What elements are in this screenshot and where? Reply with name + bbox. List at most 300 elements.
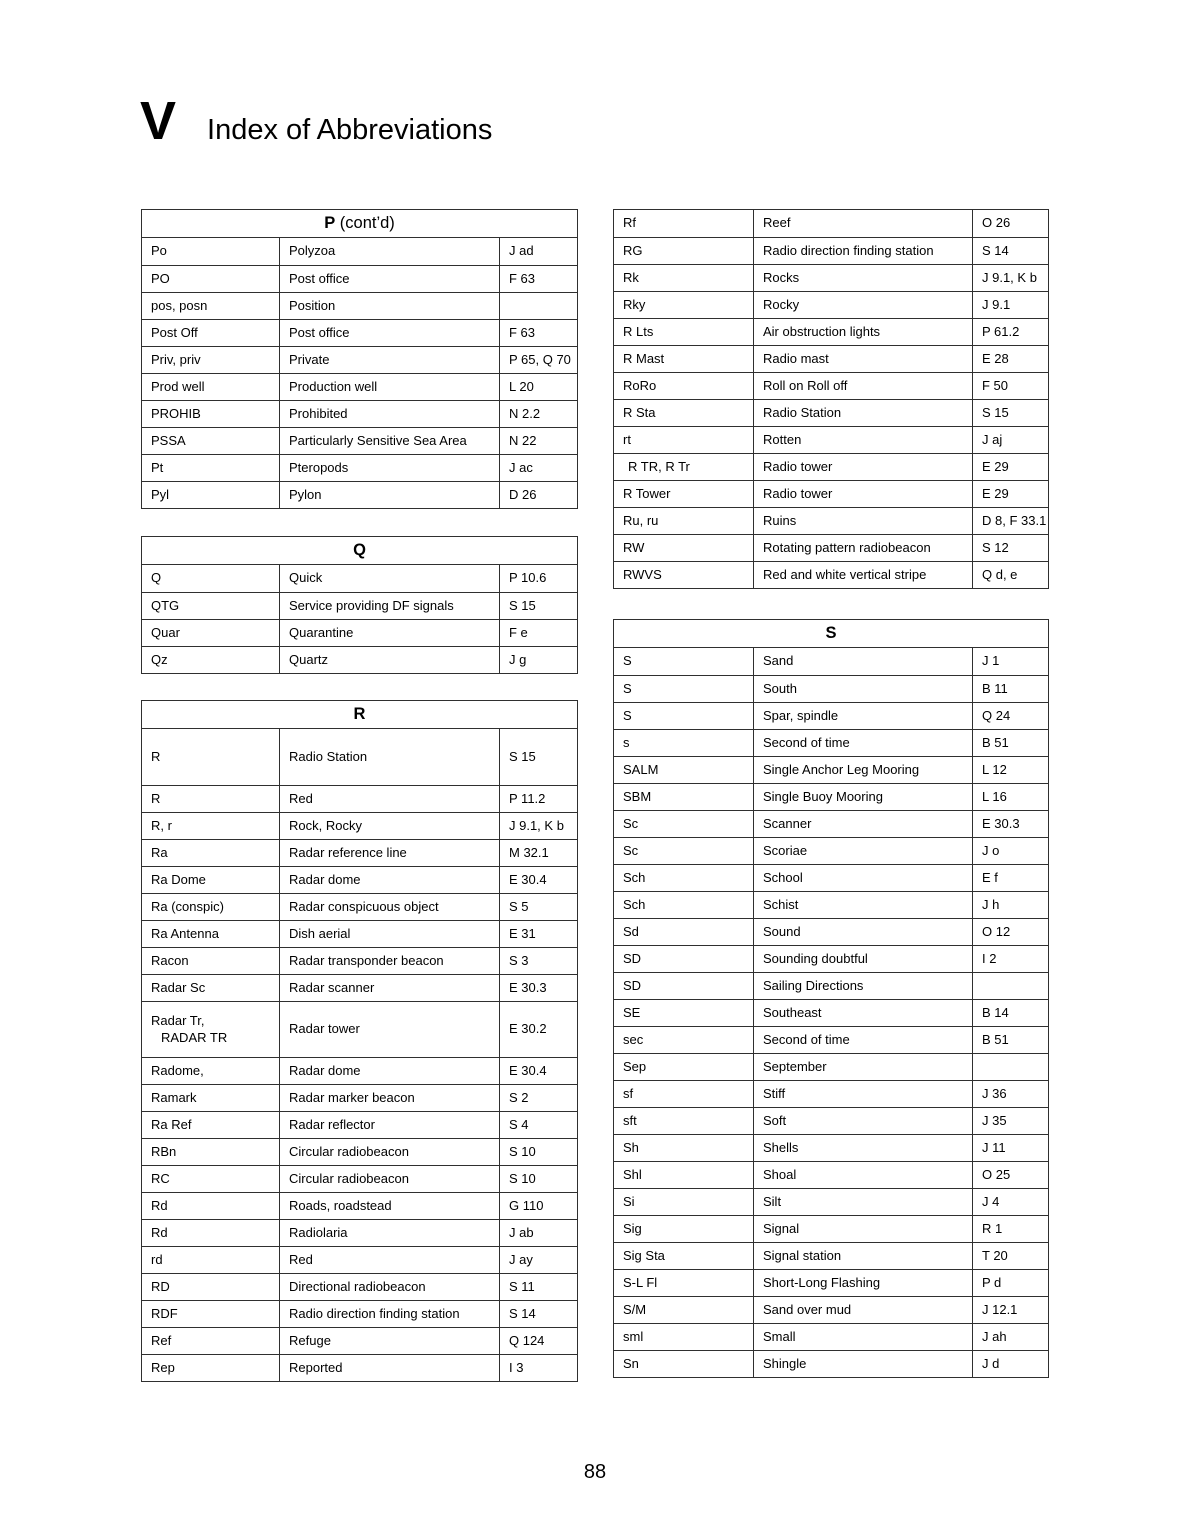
abbreviation-cell — [614, 730, 753, 756]
abbreviation-text: PO — [151, 270, 170, 286]
table-header-letter: P — [324, 214, 336, 232]
table-row — [614, 918, 1048, 945]
table-row — [142, 346, 577, 373]
table-row — [142, 866, 577, 893]
meaning-cell: Radar marker beacon — [279, 1085, 499, 1111]
abbreviation-text: RW — [623, 539, 645, 555]
meaning-cell: Signal — [753, 1216, 972, 1242]
abbreviation-text: Ra Antenna — [151, 925, 219, 941]
reference-cell: S 11 — [499, 1274, 577, 1300]
table-row — [614, 1323, 1048, 1350]
abbreviation-text: Sch — [623, 896, 646, 912]
reference-cell: E 31 — [499, 921, 577, 947]
table-row — [614, 837, 1048, 864]
table-row — [142, 920, 577, 947]
abbreviation-cell — [614, 210, 753, 237]
abbreviation-cell — [142, 1058, 279, 1084]
reference-cell — [972, 1054, 1048, 1080]
abbreviation-cell — [142, 786, 279, 812]
reference-cell: L 12 — [972, 757, 1048, 783]
meaning-cell: Single Buoy Mooring — [753, 784, 972, 810]
abbreviation-text: R Mast — [623, 350, 665, 366]
reference-cell: N 2.2 — [499, 401, 577, 427]
reference-cell: P d — [972, 1270, 1048, 1296]
abbreviation-text: Radar Sc — [151, 979, 206, 995]
reference-cell: S 15 — [499, 729, 577, 785]
reference-cell: J 1 — [972, 648, 1048, 675]
table-row — [614, 891, 1048, 918]
reference-cell: B 11 — [972, 676, 1048, 702]
reference-cell: Q 124 — [499, 1328, 577, 1354]
abbreviation-cell — [614, 892, 753, 918]
meaning-cell: Radiolaria — [279, 1220, 499, 1246]
meaning-cell: Rotten — [753, 427, 972, 453]
abbreviation-text: Qz — [151, 651, 168, 667]
table-row — [614, 426, 1048, 453]
abbreviation-cell — [142, 455, 279, 481]
abbreviation-text: R — [151, 748, 161, 764]
reference-cell: S 14 — [972, 238, 1048, 264]
reference-cell: S 15 — [972, 400, 1048, 426]
table-row — [614, 1134, 1048, 1161]
table-row — [614, 1107, 1048, 1134]
abbreviation-cell — [614, 265, 753, 291]
table-row — [614, 1080, 1048, 1107]
abbreviation-text: R — [151, 790, 161, 806]
table-row — [142, 646, 577, 673]
table-header — [142, 701, 577, 729]
abbreviation-text: Sc — [623, 815, 639, 831]
reference-cell: P 65, Q 70 — [499, 347, 577, 373]
reference-cell: M 32.1 — [499, 840, 577, 866]
abbreviation-text: R Tower — [623, 485, 671, 501]
reference-cell: O 26 — [972, 210, 1048, 237]
table-row — [614, 507, 1048, 534]
reference-cell: E 30.2 — [499, 1002, 577, 1057]
abbreviation-cell — [614, 1081, 753, 1107]
abbreviation-cell — [142, 593, 279, 619]
section-letter: V — [140, 91, 177, 151]
reference-cell: S 14 — [499, 1301, 577, 1327]
abbreviation-text: RDF — [151, 1305, 178, 1321]
abbreviation-text: QTG — [151, 597, 180, 613]
meaning-cell: Radar reference line — [279, 840, 499, 866]
meaning-cell: Radio direction finding station — [753, 238, 972, 264]
table-row — [614, 453, 1048, 480]
abbreviation-cell — [142, 921, 279, 947]
table-rows — [614, 210, 1048, 588]
abbreviation-cell — [142, 867, 279, 893]
abbreviation-text: Rky — [623, 296, 646, 312]
abbreviation-cell — [142, 729, 279, 785]
table-row — [142, 238, 577, 265]
reference-cell — [499, 293, 577, 319]
abbreviation-cell — [614, 1216, 753, 1242]
abbreviation-cell — [614, 1297, 753, 1323]
table-row — [142, 1111, 577, 1138]
table-row — [614, 210, 1048, 237]
reference-cell: S 10 — [499, 1166, 577, 1192]
table-row — [142, 1354, 577, 1381]
abbreviation-cell — [614, 454, 753, 480]
meaning-cell: Radar tower — [279, 1002, 499, 1057]
meaning-cell: Ruins — [753, 508, 972, 534]
table-header-suffix: (cont’d) — [335, 214, 395, 232]
reference-cell: S 5 — [499, 894, 577, 920]
page-number: 88 — [583, 1461, 607, 1483]
reference-cell: B 14 — [972, 1000, 1048, 1026]
abbreviation-cell — [614, 1324, 753, 1350]
abbreviation-cell — [614, 481, 753, 507]
abbreviation-cell — [614, 648, 753, 675]
table-row — [614, 810, 1048, 837]
table-row — [614, 1296, 1048, 1323]
table-row — [614, 1188, 1048, 1215]
reference-cell: J 12.1 — [972, 1297, 1048, 1323]
page-title: Index of Abbreviations — [207, 114, 493, 146]
table-row — [142, 565, 577, 592]
abbreviation-text: SBM — [623, 788, 652, 804]
abbreviation-text: PSSA — [151, 432, 186, 448]
meaning-cell: Quartz — [279, 647, 499, 673]
reference-cell: T 20 — [972, 1243, 1048, 1269]
abbreviation-text: Ramark — [151, 1089, 197, 1105]
meaning-cell: Soft — [753, 1108, 972, 1134]
abbreviation-cell — [614, 292, 753, 318]
abbreviation-cell — [614, 346, 753, 372]
abbreviation-text: sec — [623, 1031, 644, 1047]
reference-cell: E 30.3 — [972, 811, 1048, 837]
reference-cell: E 30.4 — [499, 867, 577, 893]
abbreviation-cell — [142, 1139, 279, 1165]
meaning-cell: Circular radiobeacon — [279, 1166, 499, 1192]
table-row — [142, 619, 577, 646]
table-row — [142, 265, 577, 292]
table-row — [142, 1192, 577, 1219]
reference-cell: J 9.1, K b — [499, 813, 577, 839]
table-row — [142, 319, 577, 346]
table-row — [614, 756, 1048, 783]
abbreviation-text: Post Off — [151, 324, 198, 340]
meaning-cell: Radar scanner — [279, 975, 499, 1001]
reference-cell: B 51 — [972, 1027, 1048, 1053]
table-row — [614, 345, 1048, 372]
reference-cell: I 2 — [972, 946, 1048, 972]
abbreviation-cell — [142, 840, 279, 866]
meaning-cell: Schist — [753, 892, 972, 918]
reference-cell: S 4 — [499, 1112, 577, 1138]
meaning-cell: Radar dome — [279, 867, 499, 893]
abbreviation-text: Ra Ref — [151, 1116, 192, 1132]
meaning-cell: Radio direction finding station — [279, 1301, 499, 1327]
abbreviation-text: Po — [151, 243, 167, 259]
table-row — [142, 1219, 577, 1246]
meaning-cell: Refuge — [279, 1328, 499, 1354]
abbreviation-text: R Lts — [623, 323, 654, 339]
abbreviation-text: Q — [151, 570, 162, 586]
table-row — [614, 534, 1048, 561]
abbreviation-cell — [614, 427, 753, 453]
abbreviation-cell — [142, 948, 279, 974]
table-row — [614, 399, 1048, 426]
table-row — [142, 893, 577, 920]
abbreviation-cell — [142, 1193, 279, 1219]
table-row — [614, 675, 1048, 702]
abbreviation-cell — [142, 374, 279, 400]
table-row — [614, 1053, 1048, 1080]
abbreviation-cell — [614, 373, 753, 399]
meaning-cell: Silt — [753, 1189, 972, 1215]
abbreviation-cell — [614, 1135, 753, 1161]
abbreviation-cell — [614, 1189, 753, 1215]
table-header — [614, 620, 1048, 648]
abbreviation-cell — [614, 676, 753, 702]
abbreviation-text: Pt — [151, 459, 164, 475]
reference-cell: J aj — [972, 427, 1048, 453]
table-row — [614, 1161, 1048, 1188]
meaning-cell: Scoriae — [753, 838, 972, 864]
page-header — [140, 91, 493, 151]
meaning-cell: Post office — [279, 266, 499, 292]
meaning-cell: Sounding doubtful — [753, 946, 972, 972]
abbreviation-text: rd — [151, 1251, 163, 1267]
reference-cell: S 12 — [972, 535, 1048, 561]
table-row — [614, 729, 1048, 756]
table-row — [142, 1246, 577, 1273]
meaning-cell: Air obstruction lights — [753, 319, 972, 345]
abbreviation-cell — [614, 703, 753, 729]
abbreviation-cell — [614, 1108, 753, 1134]
reference-cell: J 36 — [972, 1081, 1048, 1107]
abbreviation-text: R TR, R Tr — [628, 458, 690, 474]
abbreviation-cell — [142, 482, 279, 508]
reference-cell — [972, 973, 1048, 999]
table-row — [142, 729, 577, 785]
abbreviation-text: Rep — [151, 1359, 175, 1375]
reference-cell: J ac — [499, 455, 577, 481]
reference-cell: J 4 — [972, 1189, 1048, 1215]
meaning-cell: Spar, spindle — [753, 703, 972, 729]
reference-cell: S 10 — [499, 1139, 577, 1165]
meaning-cell: Radar conspicuous object — [279, 894, 499, 920]
table-row — [614, 372, 1048, 399]
meaning-cell: Red and white vertical stripe — [753, 562, 972, 588]
table-row — [142, 1327, 577, 1354]
abbreviation-cell — [142, 320, 279, 346]
abbreviation-text: s — [623, 734, 630, 750]
table-row — [142, 427, 577, 454]
abbreviation-cell — [614, 562, 753, 588]
reference-cell: F 63 — [499, 266, 577, 292]
meaning-cell: Quarantine — [279, 620, 499, 646]
table-row — [614, 1215, 1048, 1242]
table-row — [614, 1350, 1048, 1377]
abbreviation-cell — [142, 975, 279, 1001]
reference-cell: R 1 — [972, 1216, 1048, 1242]
abbreviation-text: Ref — [151, 1332, 172, 1348]
table-row — [142, 1300, 577, 1327]
meaning-cell: Radar dome — [279, 1058, 499, 1084]
abbreviation-text: RC — [151, 1170, 170, 1186]
abbreviation-text: Shl — [623, 1166, 642, 1182]
reference-cell: P 11.2 — [499, 786, 577, 812]
meaning-cell: Signal station — [753, 1243, 972, 1269]
abbreviation-cell — [142, 1002, 279, 1057]
abbreviation-table-r — [141, 700, 578, 1382]
abbreviation-text: Sd — [623, 923, 639, 939]
reference-cell: S 15 — [499, 593, 577, 619]
meaning-cell: Shingle — [753, 1351, 972, 1377]
abbreviation-table-s — [613, 619, 1049, 1378]
abbreviation-cell — [142, 647, 279, 673]
abbreviation-text: Sch — [623, 869, 646, 885]
table-header — [142, 210, 577, 238]
table-row — [142, 1001, 577, 1057]
meaning-cell: Pylon — [279, 482, 499, 508]
table-row — [614, 237, 1048, 264]
abbreviation-text: Radar Tr, — [151, 1012, 205, 1028]
table-row — [614, 702, 1048, 729]
abbreviation-cell — [142, 1112, 279, 1138]
abbreviation-cell — [614, 1027, 753, 1053]
meaning-cell: Circular radiobeacon — [279, 1139, 499, 1165]
meaning-cell: Radio Station — [279, 729, 499, 785]
reference-cell: J 35 — [972, 1108, 1048, 1134]
meaning-cell: Particularly Sensitive Sea Area — [279, 428, 499, 454]
table-row — [142, 974, 577, 1001]
reference-cell: O 12 — [972, 919, 1048, 945]
meaning-cell: Rocky — [753, 292, 972, 318]
table-rows — [142, 729, 577, 1381]
abbreviation-cell — [142, 1166, 279, 1192]
meaning-cell: Shoal — [753, 1162, 972, 1188]
table-row — [614, 648, 1048, 675]
meaning-cell: Production well — [279, 374, 499, 400]
reference-cell: L 16 — [972, 784, 1048, 810]
abbreviation-text: Pyl — [151, 486, 170, 502]
table-row — [614, 864, 1048, 891]
abbreviation-text: S/M — [623, 1301, 647, 1317]
reference-cell: G 110 — [499, 1193, 577, 1219]
abbreviation-text: Radome, — [151, 1062, 204, 1078]
abbreviation-cell — [142, 620, 279, 646]
meaning-cell: Radio Station — [753, 400, 972, 426]
table-row — [614, 1242, 1048, 1269]
table-row — [142, 785, 577, 812]
abbreviation-text: Ra — [151, 844, 168, 860]
abbreviation-text: Sig — [623, 1220, 642, 1236]
abbreviation-cell — [142, 428, 279, 454]
meaning-cell: Single Anchor Leg Mooring — [753, 757, 972, 783]
abbreviation-text: Rd — [151, 1224, 168, 1240]
abbreviation-text: Rf — [623, 215, 636, 231]
abbreviation-cell — [614, 946, 753, 972]
reference-cell: E 28 — [972, 346, 1048, 372]
abbreviation-cell — [142, 1355, 279, 1381]
abbreviation-cell — [142, 1085, 279, 1111]
table-row — [142, 1165, 577, 1192]
abbreviation-cell — [614, 973, 753, 999]
meaning-cell: Radio tower — [753, 481, 972, 507]
abbreviation-text: SD — [623, 977, 642, 993]
abbreviation-text: Sh — [623, 1139, 639, 1155]
abbreviation-text: S — [623, 680, 632, 696]
meaning-cell: Dish aerial — [279, 921, 499, 947]
abbreviation-text: sft — [623, 1112, 637, 1128]
reference-cell: Q 24 — [972, 703, 1048, 729]
table-row — [614, 561, 1048, 588]
reference-cell: P 61.2 — [972, 319, 1048, 345]
abbreviation-cell — [142, 266, 279, 292]
abbreviation-text: RWVS — [623, 566, 662, 582]
meaning-cell: Rock, Rocky — [279, 813, 499, 839]
abbreviation-text: SD — [623, 950, 642, 966]
abbreviation-table-r_cont — [613, 209, 1049, 589]
meaning-cell: Polyzoa — [279, 238, 499, 265]
meaning-cell: September — [753, 1054, 972, 1080]
abbreviation-text: Ru, ru — [623, 512, 659, 528]
abbreviation-cell — [614, 784, 753, 810]
reference-cell: J o — [972, 838, 1048, 864]
abbreviation-text: Ra Dome — [151, 871, 206, 887]
table-row — [142, 947, 577, 974]
table-row — [614, 1026, 1048, 1053]
abbreviation-cell — [614, 1000, 753, 1026]
abbreviation-text: R Sta — [623, 404, 656, 420]
meaning-cell: School — [753, 865, 972, 891]
table-row — [142, 839, 577, 866]
table-row — [614, 264, 1048, 291]
abbreviation-cell — [142, 1220, 279, 1246]
abbreviation-cell — [142, 565, 279, 592]
abbreviation-text: Priv, priv — [151, 351, 201, 367]
abbreviation-cell — [614, 508, 753, 534]
meaning-cell: Pteropods — [279, 455, 499, 481]
table-row — [614, 972, 1048, 999]
meaning-cell: Quick — [279, 565, 499, 592]
meaning-cell: Private — [279, 347, 499, 373]
meaning-cell: Prohibited — [279, 401, 499, 427]
table-row — [614, 783, 1048, 810]
abbreviation-text: Sn — [623, 1355, 639, 1371]
abbreviation-text: Racon — [151, 952, 189, 968]
table-row — [614, 291, 1048, 318]
table-row — [142, 481, 577, 508]
abbreviation-text-line2: RADAR TR — [161, 1029, 228, 1045]
reference-cell: F 63 — [499, 320, 577, 346]
abbreviation-cell — [614, 400, 753, 426]
reference-cell: D 8, F 33.1 — [972, 508, 1048, 534]
abbreviation-text: Quar — [151, 624, 180, 640]
abbreviation-text: SALM — [623, 761, 659, 777]
meaning-cell: Radar reflector — [279, 1112, 499, 1138]
table-header-letter: R — [353, 705, 366, 723]
abbreviation-cell — [614, 1270, 753, 1296]
table-row — [614, 999, 1048, 1026]
reference-cell: O 25 — [972, 1162, 1048, 1188]
meaning-cell: Sand over mud — [753, 1297, 972, 1323]
meaning-cell: Rocks — [753, 265, 972, 291]
abbreviation-cell — [142, 894, 279, 920]
meaning-cell: Radio tower — [753, 454, 972, 480]
abbreviation-cell — [614, 811, 753, 837]
meaning-cell: Small — [753, 1324, 972, 1350]
abbreviation-cell — [614, 757, 753, 783]
abbreviation-cell — [142, 401, 279, 427]
reference-cell: E 29 — [972, 454, 1048, 480]
abbreviation-text: RBn — [151, 1143, 177, 1159]
meaning-cell: Position — [279, 293, 499, 319]
